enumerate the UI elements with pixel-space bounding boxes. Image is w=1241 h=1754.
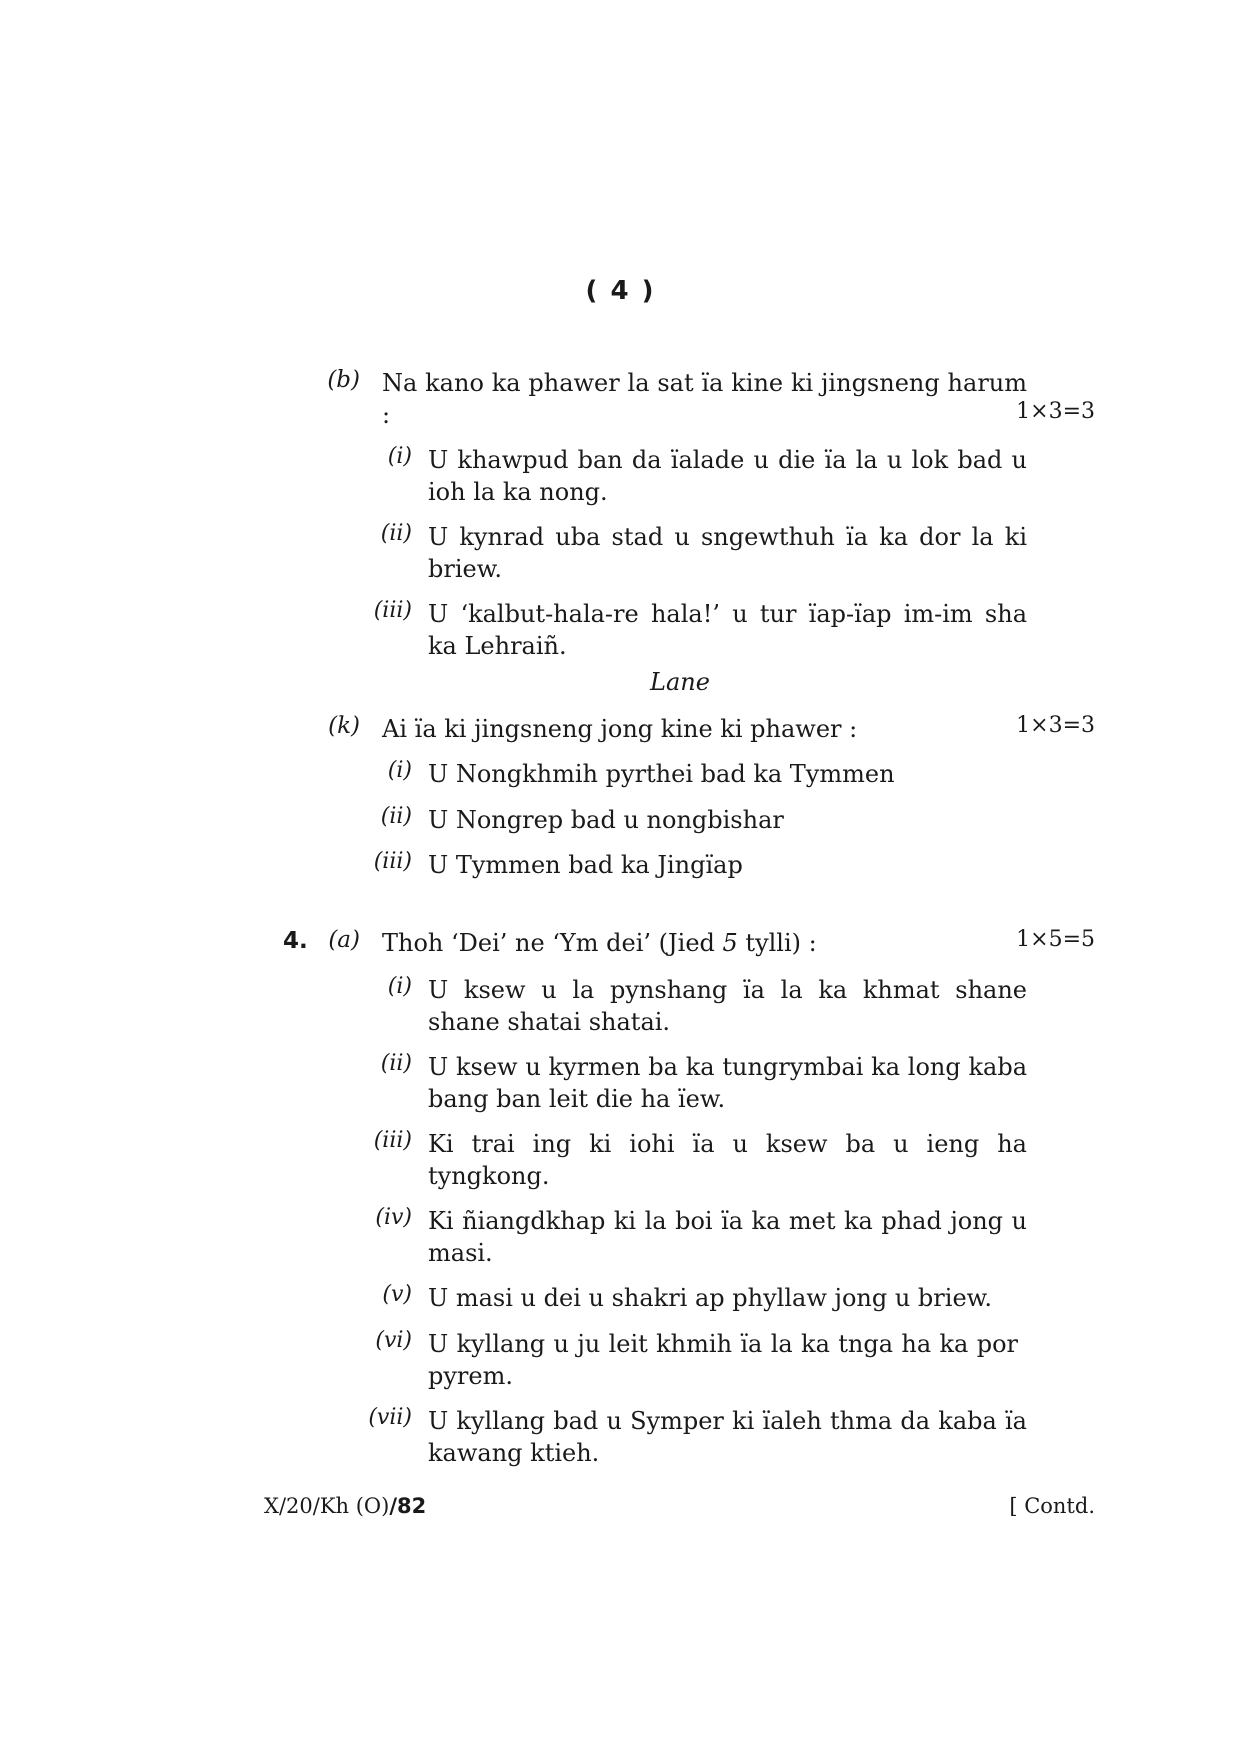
page-number: ( 4 ) <box>585 276 656 306</box>
item-4a-v-label: (v) <box>382 1282 412 1307</box>
question-4a-text-post: tylli) : <box>737 929 817 957</box>
paper-code-prefix: X/20/Kh (O) <box>264 1494 390 1518</box>
question-3b-marks: 1×3=3 <box>1016 399 1095 424</box>
question-3k-label: (k) <box>328 713 360 739</box>
item-3b-ii-text: U kynrad uba stad u sngewthuh ïa ka dor la ki briew. <box>428 523 1027 583</box>
item-4a-v-text: U masi u dei u shakri ap phyllaw jong u briew. <box>428 1284 992 1312</box>
section-title: Lane <box>650 668 710 696</box>
item-4a-vii-label: (vii) <box>368 1405 412 1430</box>
question-3k-marks: 1×3=3 <box>1016 713 1095 738</box>
item-4a-iii-text: Ki trai ing ki iohi ïa u ksew ba u ieng ha tyngkong. <box>428 1130 1027 1190</box>
item-4a-i-label: (i) <box>387 974 412 999</box>
item-4a-ii-label: (ii) <box>380 1051 412 1076</box>
question-4a-text-pre: Thoh ‘Dei’ ne ‘Ym dei’ (Jied <box>382 929 723 957</box>
paper-code <box>264 1494 426 1518</box>
question-4a-text-num: 5 <box>722 929 738 957</box>
item-3k-iii-text: U Tymmen bad ka Jingïap <box>428 851 743 879</box>
item-4a-iv-text: Ki ñiangdkhap ki la boi ïa ka met ka phad jong u masi. <box>428 1207 1027 1267</box>
item-3k-ii-text: U Nongrep bad u nongbishar <box>428 806 784 834</box>
item-4a-vi-label: (vi) <box>375 1328 412 1353</box>
item-3b-iii-text: U ‘kalbut-hala-re hala!’ u tur ïap-ïap im-im sha ka Lehraiñ. <box>428 600 1027 660</box>
item-3k-ii-label: (ii) <box>380 804 412 829</box>
item-4a-ii-text: U ksew u kyrmen ba ka tungrymbai ka long kaba bang ban leit die ha ïew. <box>428 1053 1027 1113</box>
item-4a-vi-text: U kyllang u ju leit khmih ïa la ka tnga ha ka por pyrem. <box>428 1330 1018 1390</box>
question-4a-label: (a) <box>328 927 360 953</box>
question-4-number: 4. <box>283 928 308 954</box>
question-3b-label: (b) <box>327 367 360 393</box>
item-3k-i-label: (i) <box>387 758 412 783</box>
continued-note: [ Contd. <box>1009 1494 1095 1518</box>
item-3b-i-label: (i) <box>387 444 412 469</box>
item-4a-iii-label: (iii) <box>373 1128 412 1153</box>
item-3b-i-text: U khawpud ban da ïalade u die ïa la u lok bad u ioh la ka nong. <box>428 446 1027 506</box>
question-3k-text: Ai ïa ki jingsneng jong kine ki phawer : <box>382 715 858 743</box>
question-4a-text <box>382 927 942 959</box>
question-4a-marks: 1×5=5 <box>1016 927 1095 952</box>
item-3b-iii-label: (iii) <box>373 598 412 623</box>
paper-code-suffix: /82 <box>389 1494 427 1518</box>
item-3k-iii-label: (iii) <box>373 849 412 874</box>
item-4a-i-text: U ksew u la pynshang ïa la ka khmat shane shane shatai shatai. <box>428 976 1027 1036</box>
question-3b-text: Na kano ka phawer la sat ïa kine ki jingsneng harum : <box>382 369 1027 429</box>
item-4a-vii-text: U kyllang bad u Symper ki ïaleh thma da kaba ïa kawang ktieh. <box>428 1407 1027 1467</box>
item-3b-ii-label: (ii) <box>380 521 412 546</box>
item-4a-iv-label: (iv) <box>375 1205 412 1230</box>
item-3k-i-text: U Nongkhmih pyrthei bad ka Tymmen <box>428 760 895 788</box>
